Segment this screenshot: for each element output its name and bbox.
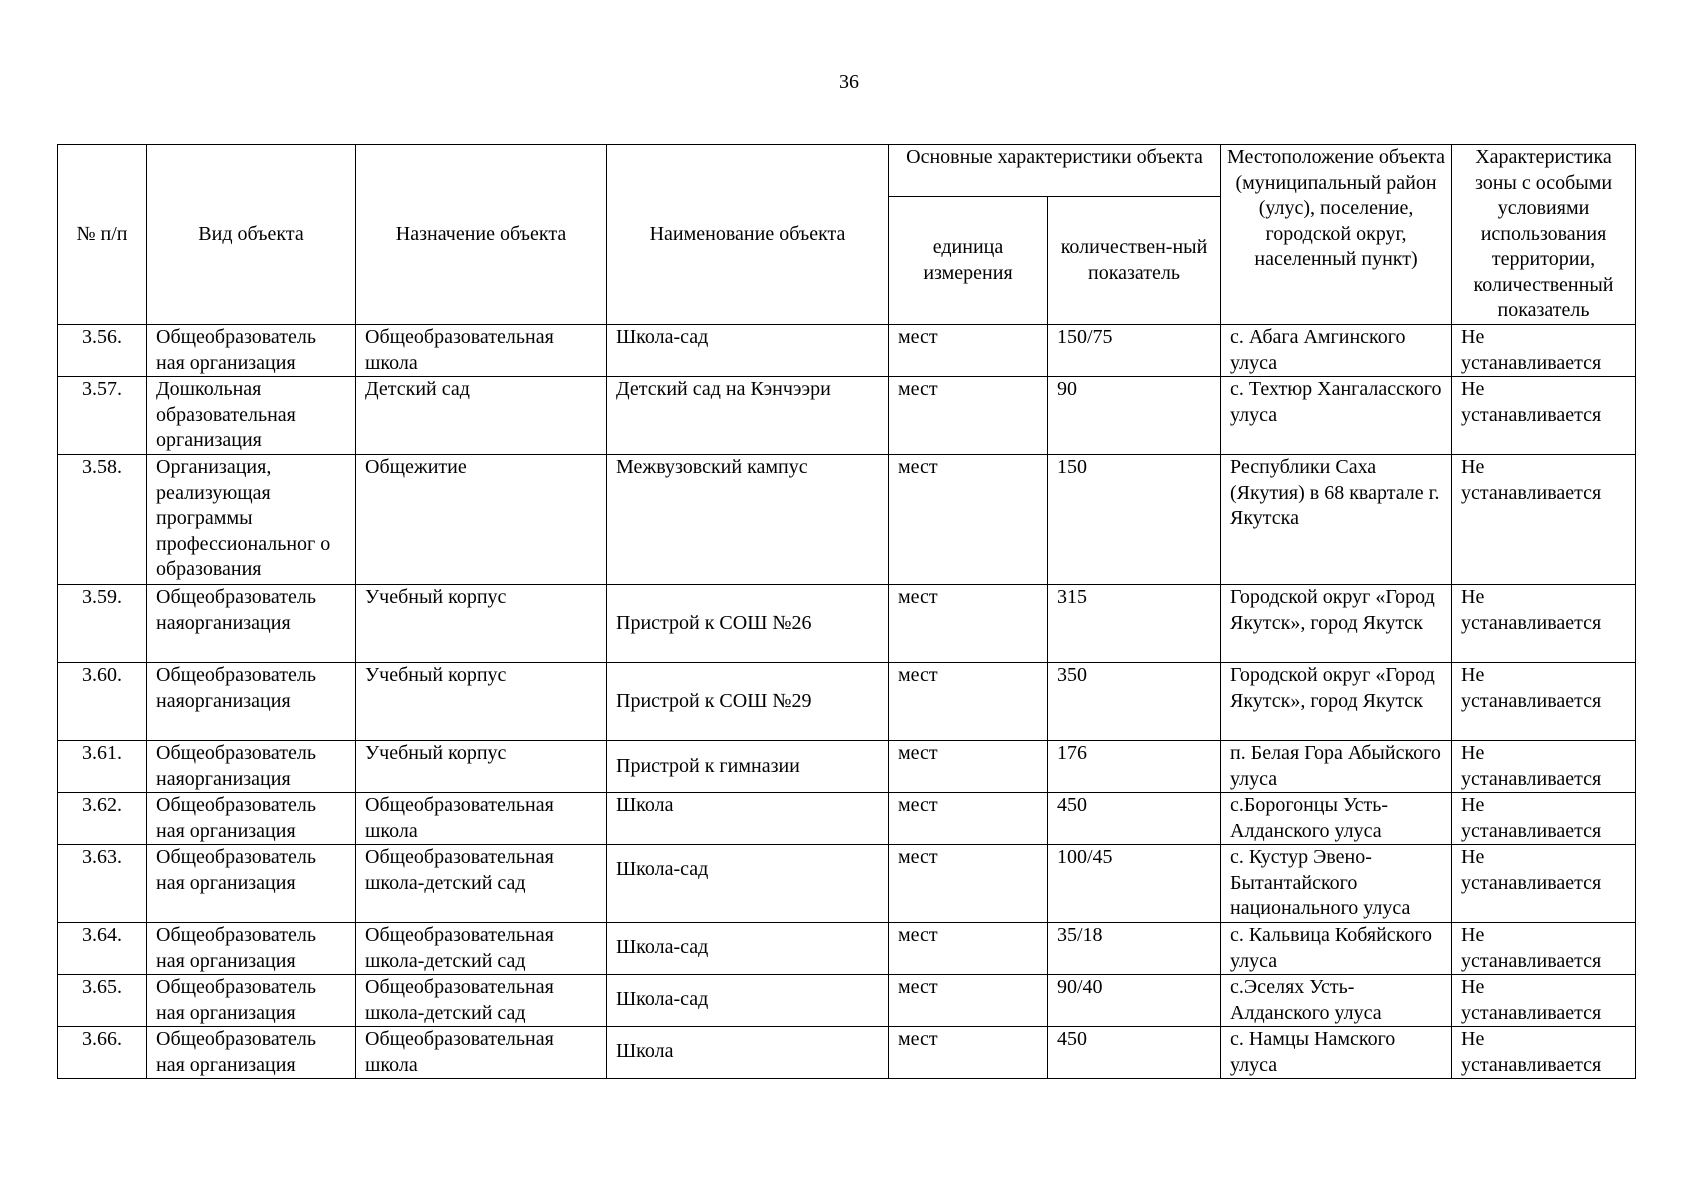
- row-purpose: Учебный корпус: [356, 663, 607, 741]
- table-row: [58, 741, 1636, 793]
- row-location: с. Техтюр Хангаласского улуса: [1221, 377, 1452, 455]
- row-zone: Не устанавливается: [1452, 923, 1636, 975]
- row-unit: мест: [889, 455, 1048, 585]
- row-zone: Не устанавливается: [1452, 845, 1636, 923]
- row-kind: Общеобразователь ная организация: [147, 1027, 356, 1079]
- row-zone: Не устанавливается: [1452, 455, 1636, 585]
- header-characteristics: Основные характеристики объекта: [889, 145, 1221, 197]
- row-location: с. Абага Амгинского улуса: [1221, 325, 1452, 377]
- header-kind: Вид объекта: [147, 145, 356, 325]
- row-qty: 90: [1048, 377, 1221, 455]
- row-kind: Общеобразователь наяорганизация: [147, 663, 356, 741]
- row-location: Городской округ «Город Якутск», город Якутск: [1221, 663, 1452, 741]
- row-kind: Общеобразователь ная организация: [147, 793, 356, 845]
- row-name: Школа-сад: [607, 923, 889, 975]
- row-unit: мест: [889, 793, 1048, 845]
- row-kind: Общеобразователь наяорганизация: [147, 741, 356, 793]
- page-number: 36: [839, 71, 859, 93]
- row-qty: 100/45: [1048, 845, 1221, 923]
- table-row: [58, 845, 1636, 923]
- row-zone: Не устанавливается: [1452, 325, 1636, 377]
- header-unit: единица измерения: [889, 197, 1048, 325]
- header-num: № п/п: [58, 145, 147, 325]
- row-location: с.Борогонцы Усть-Алданского улуса: [1221, 793, 1452, 845]
- row-zone: Не устанавливается: [1452, 793, 1636, 845]
- row-purpose: Общежитие: [356, 455, 607, 585]
- row-unit: мест: [889, 975, 1048, 1027]
- table-row: [58, 663, 1636, 741]
- row-location: с. Кальвица Кобяйского улуса: [1221, 923, 1452, 975]
- row-kind: Общеобразователь наяорганизация: [147, 585, 356, 663]
- row-name: Школа: [607, 793, 889, 845]
- row-purpose: Общеобразовательная школа-детский сад: [356, 923, 607, 975]
- header-quantity: количествен-ный показатель: [1048, 197, 1221, 325]
- table-row: [58, 793, 1636, 845]
- row-unit: мест: [889, 663, 1048, 741]
- row-unit: мест: [889, 741, 1048, 793]
- row-name: Пристрой к СОШ №26: [607, 585, 889, 663]
- header-purpose: Назначение объекта: [356, 145, 607, 325]
- row-qty: 350: [1048, 663, 1221, 741]
- row-location: Республики Саха (Якутия) в 68 квартале г. Якутска: [1221, 455, 1452, 585]
- row-zone: Не устанавливается: [1452, 585, 1636, 663]
- row-zone: Не устанавливается: [1452, 975, 1636, 1027]
- row-purpose: Общеобразовательная школа: [356, 1027, 607, 1079]
- row-num: 3.57.: [58, 377, 147, 455]
- row-purpose: Учебный корпус: [356, 585, 607, 663]
- row-kind: Общеобразователь ная организация: [147, 325, 356, 377]
- row-qty: 315: [1048, 585, 1221, 663]
- row-num: 3.59.: [58, 585, 147, 663]
- row-num: 3.61.: [58, 741, 147, 793]
- row-num: 3.58.: [58, 455, 147, 585]
- row-name: Школа-сад: [607, 845, 889, 923]
- table-row: [58, 975, 1636, 1027]
- row-zone: Не устанавливается: [1452, 741, 1636, 793]
- row-zone: Не устанавливается: [1452, 1027, 1636, 1079]
- row-location: с. Кустур Эвено-Бытантайского национального улуса: [1221, 845, 1452, 923]
- row-qty: 176: [1048, 741, 1221, 793]
- header-zone: Характеристика зоны с особыми условиями использования территории, количественный показатель: [1452, 145, 1636, 325]
- row-num: 3.64.: [58, 923, 147, 975]
- row-purpose: Общеобразовательная школа: [356, 793, 607, 845]
- objects-table: [57, 144, 1636, 1079]
- row-num: 3.66.: [58, 1027, 147, 1079]
- row-location: с. Намцы Намского улуса: [1221, 1027, 1452, 1079]
- table-row: [58, 325, 1636, 377]
- row-unit: мест: [889, 325, 1048, 377]
- row-unit: мест: [889, 845, 1048, 923]
- table-row: [58, 585, 1636, 663]
- row-location: п. Белая Гора Абыйского улуса: [1221, 741, 1452, 793]
- row-location: с.Эселях Усть-Алданского улуса: [1221, 975, 1452, 1027]
- row-name: Пристрой к гимназии: [607, 741, 889, 793]
- header-name: Наименование объекта: [607, 145, 889, 325]
- row-num: 3.65.: [58, 975, 147, 1027]
- row-unit: мест: [889, 1027, 1048, 1079]
- header-location: Местоположение объекта (муниципальный район (улус), поселение, городской округ, населенный пункт): [1221, 145, 1452, 325]
- row-unit: мест: [889, 585, 1048, 663]
- row-name: Школа: [607, 1027, 889, 1079]
- row-qty: 35/18: [1048, 923, 1221, 975]
- table-row: [58, 455, 1636, 585]
- table-row: [58, 377, 1636, 455]
- row-num: 3.60.: [58, 663, 147, 741]
- row-num: 3.63.: [58, 845, 147, 923]
- row-kind: Общеобразователь ная организация: [147, 845, 356, 923]
- table-row: [58, 923, 1636, 975]
- row-qty: 450: [1048, 1027, 1221, 1079]
- row-purpose: Общеобразовательная школа: [356, 325, 607, 377]
- row-qty: 150: [1048, 455, 1221, 585]
- row-qty: 450: [1048, 793, 1221, 845]
- row-kind: Организация, реализующая программы профессиональног о образования: [147, 455, 356, 585]
- row-unit: мест: [889, 377, 1048, 455]
- table-row: [58, 1027, 1636, 1079]
- row-kind: Общеобразователь ная организация: [147, 975, 356, 1027]
- row-num: 3.62.: [58, 793, 147, 845]
- row-purpose: Учебный корпус: [356, 741, 607, 793]
- row-purpose: Общеобразовательная школа-детский сад: [356, 845, 607, 923]
- row-kind: Общеобразователь ная организация: [147, 923, 356, 975]
- row-kind: Дошкольная образовательная организация: [147, 377, 356, 455]
- row-unit: мест: [889, 923, 1048, 975]
- row-purpose: Общеобразовательная школа-детский сад: [356, 975, 607, 1027]
- row-qty: 150/75: [1048, 325, 1221, 377]
- row-zone: Не устанавливается: [1452, 377, 1636, 455]
- row-name: Школа-сад: [607, 325, 889, 377]
- row-num: 3.56.: [58, 325, 147, 377]
- row-qty: 90/40: [1048, 975, 1221, 1027]
- row-zone: Не устанавливается: [1452, 663, 1636, 741]
- row-location: Городской округ «Город Якутск», город Якутск: [1221, 585, 1452, 663]
- row-name: Пристрой к СОШ №29: [607, 663, 889, 741]
- row-name: Детский сад на Кэнчээри: [607, 377, 889, 455]
- row-name: Межвузовский кампус: [607, 455, 889, 585]
- row-name: Школа-сад: [607, 975, 889, 1027]
- row-purpose: Детский сад: [356, 377, 607, 455]
